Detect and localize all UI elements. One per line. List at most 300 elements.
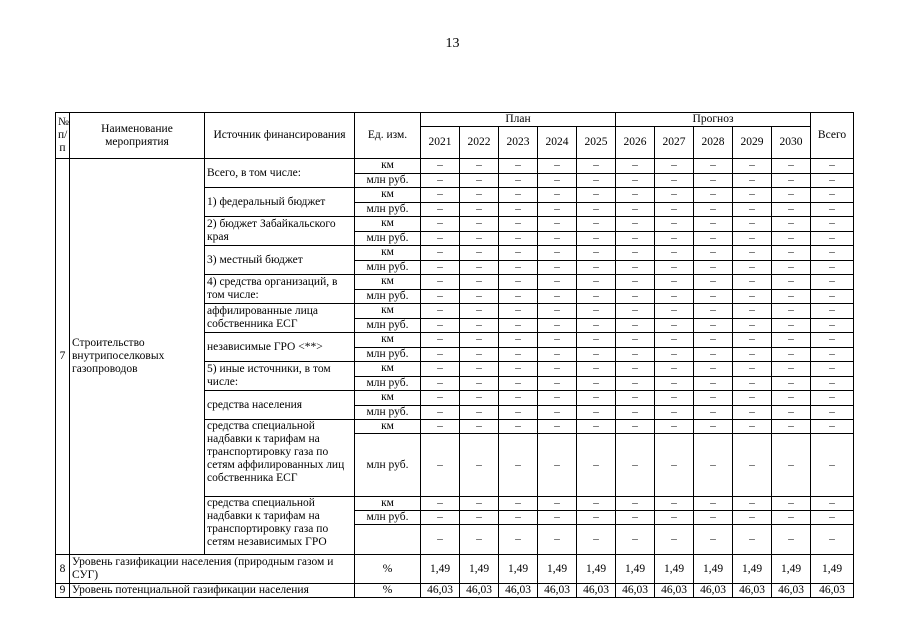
funding-source: средства специальной надбавки к тарифам на транспортировку газа по сетям независимых ГРО — [205, 497, 355, 555]
header-source: Источник финансирования — [205, 113, 355, 159]
value-cell: – — [577, 231, 616, 246]
value-cell: – — [616, 420, 655, 434]
value-cell: – — [733, 275, 772, 290]
value-cell: – — [460, 260, 499, 275]
unit-cell: млн руб. — [355, 511, 421, 525]
unit-cell: км — [355, 420, 421, 434]
value-cell: – — [811, 318, 854, 333]
value-cell: – — [655, 405, 694, 420]
value-cell: – — [655, 434, 694, 497]
value-cell: – — [733, 188, 772, 203]
value-cell: – — [460, 231, 499, 246]
value-cell: 1,49 — [499, 555, 538, 584]
unit-cell: млн руб. — [355, 405, 421, 420]
funding-source: 3) местный бюджет — [205, 246, 355, 275]
value-cell: – — [499, 511, 538, 525]
value-cell: – — [499, 289, 538, 304]
value-cell: – — [421, 405, 460, 420]
value-cell: 46,03 — [499, 584, 538, 598]
value-cell: – — [577, 420, 616, 434]
value-cell: – — [694, 275, 733, 290]
value-cell: – — [694, 289, 733, 304]
value-cell: – — [694, 405, 733, 420]
header-year-plan: 2023 — [499, 127, 538, 159]
value-cell: 46,03 — [772, 584, 811, 598]
value-cell: – — [655, 275, 694, 290]
value-cell: – — [421, 376, 460, 391]
value-cell: – — [460, 304, 499, 319]
value-cell: – — [577, 217, 616, 232]
unit-cell: млн руб. — [355, 231, 421, 246]
unit-cell: км — [355, 391, 421, 406]
value-cell: – — [538, 202, 577, 217]
value-cell: – — [460, 525, 499, 555]
value-cell: – — [655, 304, 694, 319]
value-cell: 1,49 — [694, 555, 733, 584]
value-cell: – — [616, 217, 655, 232]
value-cell: – — [499, 188, 538, 203]
value-cell: – — [577, 347, 616, 362]
value-cell: – — [460, 159, 499, 174]
value-cell: – — [616, 497, 655, 511]
value-cell: – — [694, 231, 733, 246]
value-cell: – — [421, 159, 460, 174]
value-cell: – — [577, 362, 616, 377]
value-cell: – — [460, 202, 499, 217]
value-cell: 1,49 — [616, 555, 655, 584]
value-cell: – — [421, 231, 460, 246]
value-cell: – — [616, 347, 655, 362]
value-cell: – — [460, 289, 499, 304]
page-number: 13 — [445, 36, 460, 51]
value-cell: 46,03 — [460, 584, 499, 598]
value-cell: – — [460, 405, 499, 420]
gasification-table — [55, 112, 854, 598]
value-cell: – — [499, 260, 538, 275]
value-cell: – — [499, 405, 538, 420]
value-cell: – — [421, 260, 460, 275]
value-cell: – — [811, 304, 854, 319]
value-cell: 46,03 — [655, 584, 694, 598]
value-cell: – — [811, 188, 854, 203]
value-cell: – — [538, 275, 577, 290]
unit-cell: км — [355, 333, 421, 348]
value-cell: – — [694, 511, 733, 525]
header-name: Наименование мероприятия — [70, 113, 205, 159]
funding-source: независимые ГРО <**> — [205, 333, 355, 362]
value-cell: – — [616, 304, 655, 319]
value-cell: – — [421, 347, 460, 362]
value-cell: – — [421, 497, 460, 511]
value-cell: – — [733, 376, 772, 391]
value-cell: – — [811, 173, 854, 188]
value-cell: – — [499, 391, 538, 406]
value-cell: – — [811, 231, 854, 246]
value-cell: – — [499, 217, 538, 232]
value-cell: – — [772, 173, 811, 188]
value-cell: – — [577, 318, 616, 333]
indicator-name: Уровень потенциальной газификации населения — [70, 584, 355, 598]
value-cell: – — [694, 391, 733, 406]
value-cell: – — [499, 362, 538, 377]
value-cell: – — [655, 347, 694, 362]
value-cell: – — [694, 159, 733, 174]
value-cell: – — [772, 497, 811, 511]
value-cell: – — [460, 318, 499, 333]
value-cell: – — [733, 497, 772, 511]
value-cell: – — [460, 376, 499, 391]
value-cell: – — [694, 347, 733, 362]
value-cell: – — [772, 525, 811, 555]
unit-cell: км — [355, 497, 421, 511]
value-cell: – — [577, 376, 616, 391]
value-cell: – — [460, 246, 499, 261]
value-cell: – — [499, 246, 538, 261]
funding-source: средства населения — [205, 391, 355, 420]
value-cell: – — [421, 511, 460, 525]
value-cell: – — [694, 217, 733, 232]
value-cell: – — [655, 202, 694, 217]
table-header — [56, 113, 854, 159]
value-cell: 1,49 — [577, 555, 616, 584]
value-cell: – — [772, 202, 811, 217]
value-cell: – — [421, 391, 460, 406]
value-cell: – — [577, 304, 616, 319]
value-cell: – — [811, 362, 854, 377]
value-cell: – — [655, 246, 694, 261]
value-cell: – — [616, 173, 655, 188]
value-cell: – — [655, 497, 694, 511]
value-cell: – — [616, 260, 655, 275]
value-cell: – — [616, 525, 655, 555]
value-cell: – — [733, 362, 772, 377]
value-cell: 46,03 — [694, 584, 733, 598]
value-cell: – — [499, 202, 538, 217]
value-cell: – — [772, 260, 811, 275]
value-cell: – — [499, 304, 538, 319]
value-cell: – — [772, 318, 811, 333]
value-cell: – — [499, 275, 538, 290]
value-cell: – — [655, 420, 694, 434]
value-cell: – — [421, 362, 460, 377]
value-cell: – — [655, 188, 694, 203]
value-cell: – — [538, 434, 577, 497]
value-cell: – — [538, 420, 577, 434]
value-cell: – — [460, 391, 499, 406]
header-unit: Ед. изм. — [355, 113, 421, 159]
value-cell: – — [421, 188, 460, 203]
value-cell: – — [811, 246, 854, 261]
value-cell: – — [772, 217, 811, 232]
value-cell: – — [538, 231, 577, 246]
value-cell: – — [538, 362, 577, 377]
value-cell: – — [577, 405, 616, 420]
value-cell: – — [733, 318, 772, 333]
indicator-name: Уровень газификации населения (природным газом и СУГ) — [70, 555, 355, 584]
value-cell: – — [538, 376, 577, 391]
value-cell: – — [694, 525, 733, 555]
header-year-plan: 2025 — [577, 127, 616, 159]
value-cell: – — [772, 347, 811, 362]
value-cell: – — [772, 231, 811, 246]
value-cell: – — [577, 202, 616, 217]
header-year-forecast: 2028 — [694, 127, 733, 159]
value-cell: – — [421, 289, 460, 304]
value-cell: – — [694, 434, 733, 497]
value-cell: – — [655, 173, 694, 188]
value-cell: – — [538, 497, 577, 511]
value-cell: – — [694, 260, 733, 275]
value-cell: – — [772, 511, 811, 525]
value-cell: – — [421, 275, 460, 290]
value-cell: – — [733, 420, 772, 434]
unit-cell: км — [355, 246, 421, 261]
funding-source: Всего, в том числе: — [205, 159, 355, 188]
value-cell: – — [811, 391, 854, 406]
value-cell: – — [538, 405, 577, 420]
value-cell: – — [655, 376, 694, 391]
value-cell: – — [616, 231, 655, 246]
value-cell: 1,49 — [811, 555, 854, 584]
value-cell: – — [733, 333, 772, 348]
row-number: 9 — [56, 584, 70, 598]
value-cell: – — [616, 391, 655, 406]
header-year-plan: 2022 — [460, 127, 499, 159]
value-cell: – — [616, 159, 655, 174]
value-cell: – — [577, 289, 616, 304]
value-cell: – — [694, 420, 733, 434]
value-cell: – — [655, 159, 694, 174]
value-cell: – — [421, 217, 460, 232]
unit-cell: млн руб. — [355, 376, 421, 391]
value-cell: – — [655, 333, 694, 348]
value-cell: – — [733, 391, 772, 406]
value-cell: – — [538, 173, 577, 188]
value-cell: – — [538, 304, 577, 319]
unit-cell: км — [355, 275, 421, 290]
value-cell: – — [538, 289, 577, 304]
value-cell: – — [460, 333, 499, 348]
value-cell: – — [811, 434, 854, 497]
header-year-plan: 2021 — [421, 127, 460, 159]
value-cell: – — [811, 159, 854, 174]
value-cell: 46,03 — [733, 584, 772, 598]
value-cell: – — [811, 289, 854, 304]
value-cell: – — [616, 275, 655, 290]
value-cell: – — [694, 304, 733, 319]
value-cell: – — [772, 333, 811, 348]
value-cell: – — [811, 202, 854, 217]
value-cell: – — [538, 333, 577, 348]
value-cell: – — [538, 217, 577, 232]
value-cell: – — [538, 260, 577, 275]
value-cell: 1,49 — [460, 555, 499, 584]
value-cell: – — [577, 173, 616, 188]
value-cell: – — [694, 376, 733, 391]
value-cell: – — [421, 333, 460, 348]
funding-source: средства специальной надбавки к тарифам на транспортировку газа по сетям аффилированных лиц собственника ЕСГ — [205, 420, 355, 497]
value-cell: 1,49 — [655, 555, 694, 584]
value-cell: – — [733, 405, 772, 420]
value-cell: – — [577, 333, 616, 348]
unit-cell: млн руб. — [355, 347, 421, 362]
value-cell: – — [538, 188, 577, 203]
value-cell: – — [655, 289, 694, 304]
value-cell: – — [460, 511, 499, 525]
unit-cell: млн руб. — [355, 202, 421, 217]
value-cell: 1,49 — [421, 555, 460, 584]
unit-cell: млн руб. — [355, 173, 421, 188]
value-cell: – — [616, 405, 655, 420]
value-cell: – — [733, 159, 772, 174]
value-cell: – — [421, 202, 460, 217]
value-cell: – — [460, 217, 499, 232]
header-year-forecast: 2030 — [772, 127, 811, 159]
funding-source: 1) федеральный бюджет — [205, 188, 355, 217]
funding-source: 5) иные источники, в том числе: — [205, 362, 355, 391]
value-cell: – — [499, 525, 538, 555]
value-cell: – — [421, 318, 460, 333]
header-year-forecast: 2027 — [655, 127, 694, 159]
unit-cell: км — [355, 217, 421, 232]
table-body — [56, 159, 854, 598]
value-cell: – — [577, 260, 616, 275]
value-cell: – — [733, 173, 772, 188]
activity-name: Строительство внутрипоселковых газопроводов — [70, 159, 205, 555]
unit-cell: км — [355, 304, 421, 319]
value-cell: – — [460, 497, 499, 511]
value-cell: – — [616, 318, 655, 333]
value-cell: – — [733, 347, 772, 362]
value-cell: – — [772, 391, 811, 406]
value-cell: – — [772, 405, 811, 420]
value-cell: – — [772, 420, 811, 434]
value-cell: – — [616, 511, 655, 525]
funding-source: 2) бюджет Забайкальского края — [205, 217, 355, 246]
value-cell: – — [655, 525, 694, 555]
value-cell: – — [655, 217, 694, 232]
value-cell: – — [733, 260, 772, 275]
row-number: 8 — [56, 555, 70, 584]
value-cell: – — [538, 391, 577, 406]
value-cell: – — [733, 434, 772, 497]
value-cell: – — [733, 202, 772, 217]
value-cell: – — [460, 188, 499, 203]
header-forecast: Прогноз — [616, 113, 811, 127]
value-cell: – — [694, 202, 733, 217]
value-cell: – — [733, 304, 772, 319]
value-cell: – — [616, 202, 655, 217]
value-cell: – — [499, 333, 538, 348]
value-cell: – — [538, 246, 577, 261]
value-cell: – — [499, 231, 538, 246]
value-cell: – — [616, 434, 655, 497]
header-total: Всего — [811, 113, 854, 159]
value-cell: 46,03 — [616, 584, 655, 598]
unit-cell: км — [355, 362, 421, 377]
value-cell: – — [811, 405, 854, 420]
value-cell: – — [577, 391, 616, 406]
value-cell: – — [616, 333, 655, 348]
value-cell: – — [421, 246, 460, 261]
value-cell: – — [811, 260, 854, 275]
value-cell: – — [421, 173, 460, 188]
value-cell: – — [577, 275, 616, 290]
header-year-plan: 2024 — [538, 127, 577, 159]
value-cell: – — [772, 304, 811, 319]
unit-cell: млн руб. — [355, 318, 421, 333]
value-cell: – — [694, 173, 733, 188]
value-cell: – — [811, 497, 854, 511]
value-cell: – — [733, 511, 772, 525]
value-cell: – — [772, 434, 811, 497]
unit-cell: % — [355, 555, 421, 584]
value-cell: – — [499, 420, 538, 434]
value-cell: 46,03 — [577, 584, 616, 598]
value-cell: 46,03 — [538, 584, 577, 598]
value-cell: – — [499, 159, 538, 174]
unit-cell: км — [355, 159, 421, 174]
value-cell: – — [499, 347, 538, 362]
value-cell: – — [460, 347, 499, 362]
value-cell: 46,03 — [811, 584, 854, 598]
value-cell: – — [655, 391, 694, 406]
value-cell: – — [577, 434, 616, 497]
value-cell: – — [460, 275, 499, 290]
value-cell: – — [421, 434, 460, 497]
value-cell: – — [538, 347, 577, 362]
value-cell: – — [694, 333, 733, 348]
value-cell: – — [772, 188, 811, 203]
value-cell: – — [811, 376, 854, 391]
value-cell: – — [616, 188, 655, 203]
value-cell: – — [538, 159, 577, 174]
value-cell: – — [538, 525, 577, 555]
value-cell: – — [460, 420, 499, 434]
unit-cell: млн руб. — [355, 260, 421, 275]
table-row — [56, 555, 854, 584]
value-cell: – — [616, 289, 655, 304]
value-cell: – — [733, 231, 772, 246]
value-cell: – — [499, 173, 538, 188]
unit-cell: % — [355, 584, 421, 598]
value-cell: 46,03 — [421, 584, 460, 598]
value-cell: – — [772, 362, 811, 377]
value-cell: 1,49 — [538, 555, 577, 584]
unit-cell: км — [355, 188, 421, 203]
value-cell: – — [772, 275, 811, 290]
value-cell: – — [811, 511, 854, 525]
value-cell: – — [499, 497, 538, 511]
value-cell: – — [694, 188, 733, 203]
value-cell: 1,49 — [733, 555, 772, 584]
value-cell: – — [655, 231, 694, 246]
value-cell: – — [655, 362, 694, 377]
value-cell: – — [577, 246, 616, 261]
value-cell: – — [499, 434, 538, 497]
header-year-forecast: 2026 — [616, 127, 655, 159]
value-cell: – — [733, 525, 772, 555]
value-cell: – — [694, 318, 733, 333]
value-cell: – — [772, 246, 811, 261]
value-cell: – — [655, 260, 694, 275]
value-cell: 1,49 — [772, 555, 811, 584]
value-cell: – — [811, 333, 854, 348]
header-num: № п/п — [56, 113, 70, 159]
value-cell: – — [733, 217, 772, 232]
value-cell: – — [772, 289, 811, 304]
value-cell: – — [616, 362, 655, 377]
